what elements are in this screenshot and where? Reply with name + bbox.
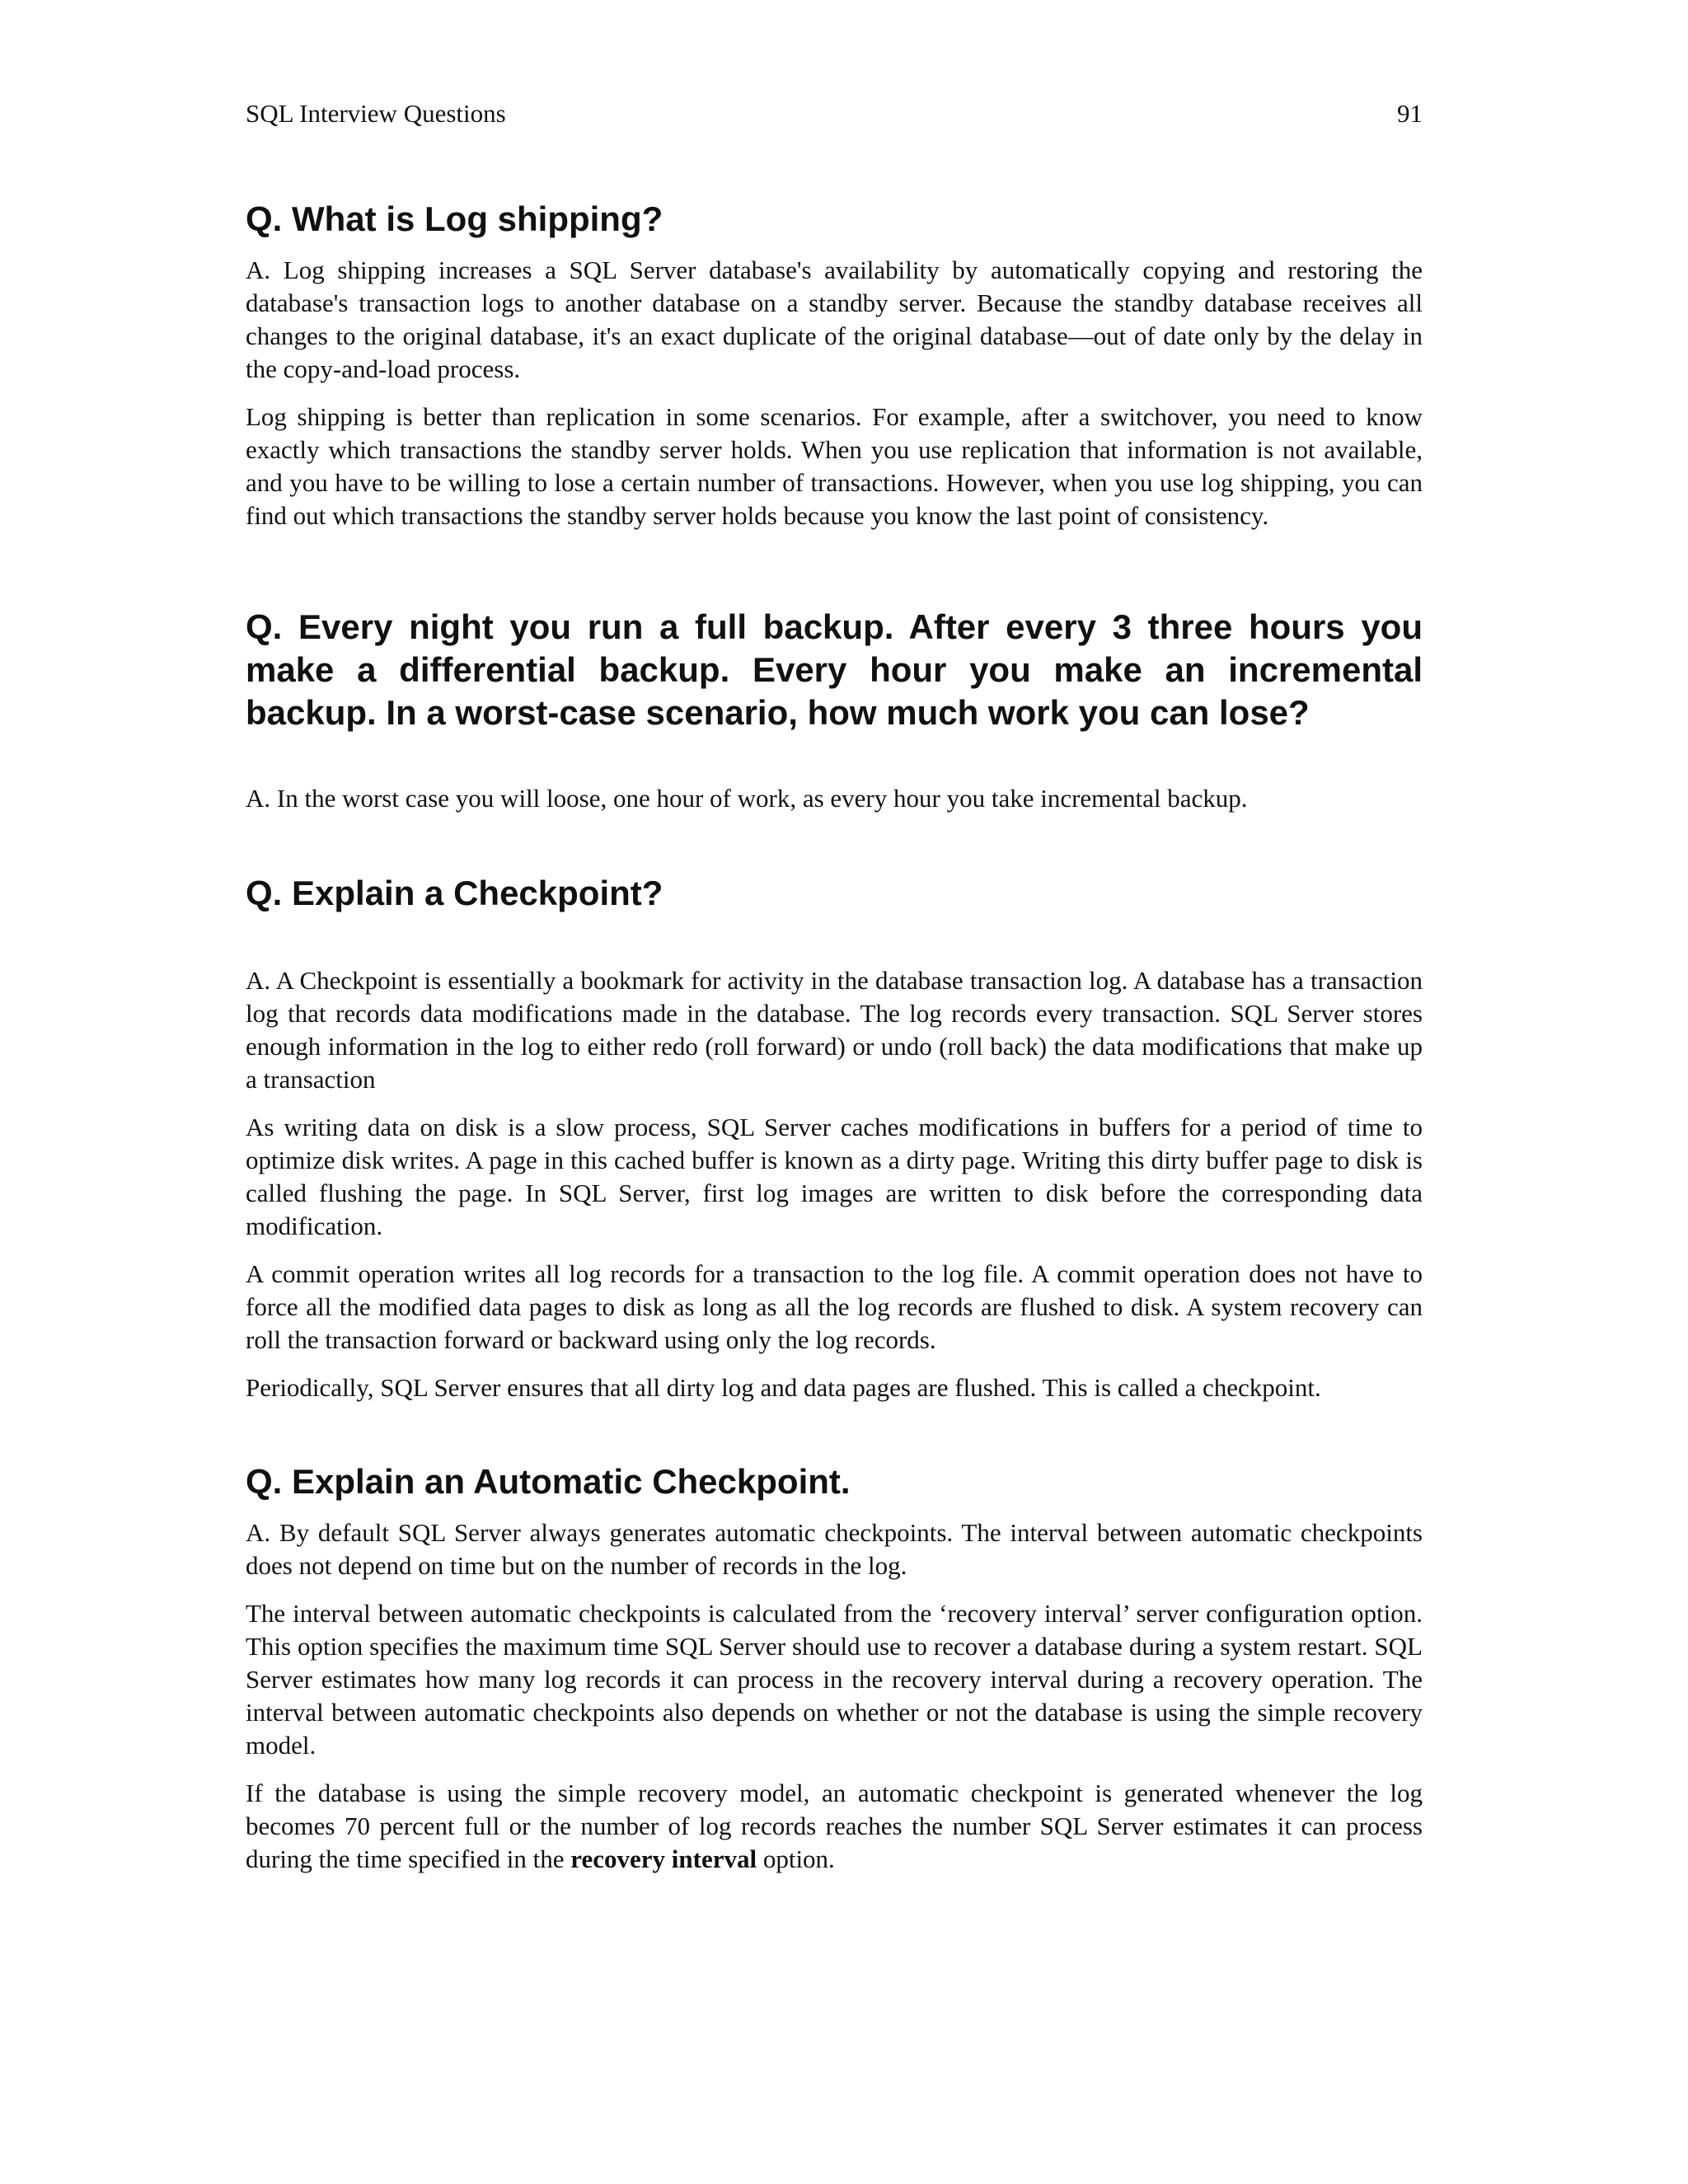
question-heading: Q. What is Log shipping? bbox=[246, 199, 663, 238]
answer-paragraph: A. A Checkpoint is essentially a bookmark for activity in the database transaction log. A database has a transaction log that records data modifications made in the database. The log records every transaction. SQL Server stores enough information in the log to either redo (roll forward) or undo (roll back) the data modifications that make up a transaction bbox=[246, 966, 1423, 1094]
text-run: option. bbox=[757, 1844, 835, 1873]
question-heading: Q. Explain a Checkpoint? bbox=[246, 874, 663, 912]
body-paragraph: Periodically, SQL Server ensures that all dirty log and data pages are flushed. This is called a checkpoint. bbox=[246, 1373, 1321, 1402]
page-number: 91 bbox=[1397, 99, 1423, 128]
question-heading: Q. Explain an Automatic Checkpoint. bbox=[246, 1462, 851, 1501]
section-automatic-checkpoint bbox=[246, 1460, 1423, 1876]
text-run: If the database is using the simple recovery model, an automatic checkpoint is generated whenever the log becomes 70 percent full or the number of log records reaches the number SQL Server estimates it can process during the time specified in the bbox=[246, 1779, 1423, 1873]
body-paragraph: As writing data on disk is a slow process, SQL Server caches modifications in buffers for a period of time to optimize disk writes. A page in this cached buffer is known as a dirty page. Writing this dirty buffer page to disk is called flushing the page. In SQL Server, first log images are written to disk before the corresponding data modification. bbox=[246, 1113, 1423, 1240]
body-paragraph: A commit operation writes all log records for a transaction to the log file. A commit operation does not have to force all the modified data pages to disk as long as all the log records are flushed to disk. A system recovery can roll the transaction forward or backward using only the log records. bbox=[246, 1259, 1423, 1354]
section-log-shipping bbox=[246, 198, 1423, 532]
section-checkpoint bbox=[246, 872, 1423, 1404]
section-backup-scenario bbox=[246, 606, 1423, 815]
body-paragraph: The interval between automatic checkpoints is calculated from the ‘recovery interval’ server configuration option. This option specifies the maximum time SQL Server should use to recover a database during a system restart. SQL Server estimates how many log records it can process in the recovery interval during a recovery operation. The interval between automatic checkpoints also depends on whether or not the database is using the simple recovery model. bbox=[246, 1599, 1423, 1760]
running-header bbox=[246, 97, 1423, 130]
bold-term-recovery-interval: recovery interval bbox=[570, 1844, 757, 1873]
body-paragraph: Log shipping is better than replication in some scenarios. For example, after a switchover, you need to know exactly which transactions the standby server holds. When you use replication that information is not available, and you have to be willing to lose a certain number of transactions. However, when you use log shipping, you can find out which transactions the standby server holds because you know the last point of consistency. bbox=[246, 402, 1423, 530]
answer-paragraph: A. By default SQL Server always generates automatic checkpoints. The interval between automatic checkpoints does not depend on time but on the number of records in the log. bbox=[246, 1518, 1423, 1580]
answer-paragraph: A. Log shipping increases a SQL Server database's availability by automatically copying and restoring the database's transaction logs to another database on a standby server. Because the standby database receives all changes to the original database, it's an exact duplicate of the original database—out of date only by the delay in the copy-and-load process. bbox=[246, 255, 1423, 383]
answer-paragraph: A. In the worst case you will loose, one hour of work, as every hour you take incremental backup. bbox=[246, 784, 1248, 813]
document-page bbox=[246, 0, 1423, 2184]
body-paragraph-recovery-model bbox=[246, 1777, 1423, 1876]
header-title: SQL Interview Questions bbox=[246, 99, 506, 128]
question-heading: Q. Every night you run a full backup. After every 3 three hours you make a differential backup. Every hour you make an incremental backup. In a worst-case scenario, how much work you can lose? bbox=[246, 607, 1423, 732]
